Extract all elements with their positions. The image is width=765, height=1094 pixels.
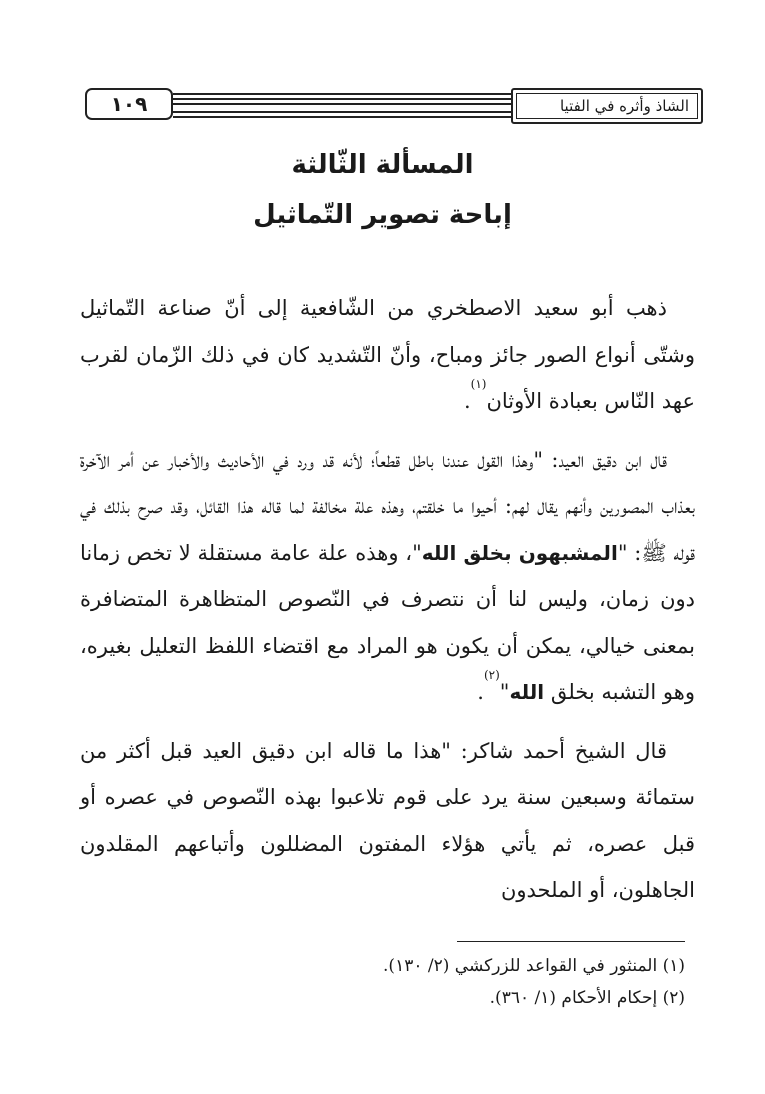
page-header [85, 85, 703, 129]
paragraph-2 [80, 437, 695, 716]
paragraph-end: . [477, 680, 484, 704]
paragraph-text: "، وهذه علة عامة مستقلة لا تخص زمانا دون زمان، وليس لنا أن نتصرف في النّصوص المتظاهرة المتضافرة بمعنى خيالي، يمكن أن يكون هو المراد مع اقتضاء اللفظ التعليل بغيره، وهو التشبه بخلق [80, 540, 695, 704]
footnote-separator [457, 941, 685, 942]
paragraph-text: ذهب أبو سعيد الاصطخري من الشّافعية إلى أنّ صناعة التّماثيل وشتّى أنواع الصور جائز ومباح، وأنّ التّشديد كان في ذلك الزّمان لقرب عهد النّاس بعبادة الأوثان [80, 296, 695, 413]
body-text [80, 285, 695, 926]
paragraph-3 [80, 728, 695, 914]
footnotes [285, 950, 685, 1014]
footnote-ref-1: (١) [470, 377, 487, 391]
hadith-quote: المشبهون بخلق الله [421, 540, 618, 565]
section-headings [0, 140, 765, 240]
footnote-1: (١) المنثور في القواعد للزركشي (٢/ ١٣٠). [383, 956, 685, 976]
paragraph-1 [80, 285, 695, 425]
paragraph-end: . [463, 389, 471, 413]
paragraph-text: قال ابن دقيق العيد: "وهذا القول عندنا باطل قطعاً؛ لأنه قد ورد في الأحاديث والأخبار عن أمر الآخرة بعذاب المصورين وأنهم يقال لهم: أحيوا ما خلقتم، وهذه علة مخالفة لما قاله هذا القائل، وقد صرح بذلك في قوله ﷺ: " [80, 447, 696, 565]
footnote-ref-2: (٢) [483, 668, 500, 682]
chapter-heading: المسألة الثّالثة [291, 150, 474, 180]
section-title: إباحة تصوير التّماثيل [253, 200, 512, 230]
quote-close: " [499, 680, 510, 704]
running-title-box [511, 88, 703, 124]
paragraph-text: قال الشيخ أحمد شاكر: "هذا ما قاله ابن دقيق العيد قبل أكثر من ستمائة وسبعين سنة يرد على قوم تلاعبوا بهذه النّصوص في عصره أو قبل عصره، ثم يأتي هؤلاء المفتون المضللون وأتباعهم المقلدون الجاهلون، أو الملحدون [80, 738, 695, 902]
divine-name: الله [509, 680, 545, 704]
running-title: الشاذ وأثره في الفتيا [516, 93, 698, 119]
page-number: ١٠٩ [85, 88, 173, 120]
footnote-2: (٢) إحكام الأحكام (١/ ٣٦٠). [489, 988, 685, 1008]
